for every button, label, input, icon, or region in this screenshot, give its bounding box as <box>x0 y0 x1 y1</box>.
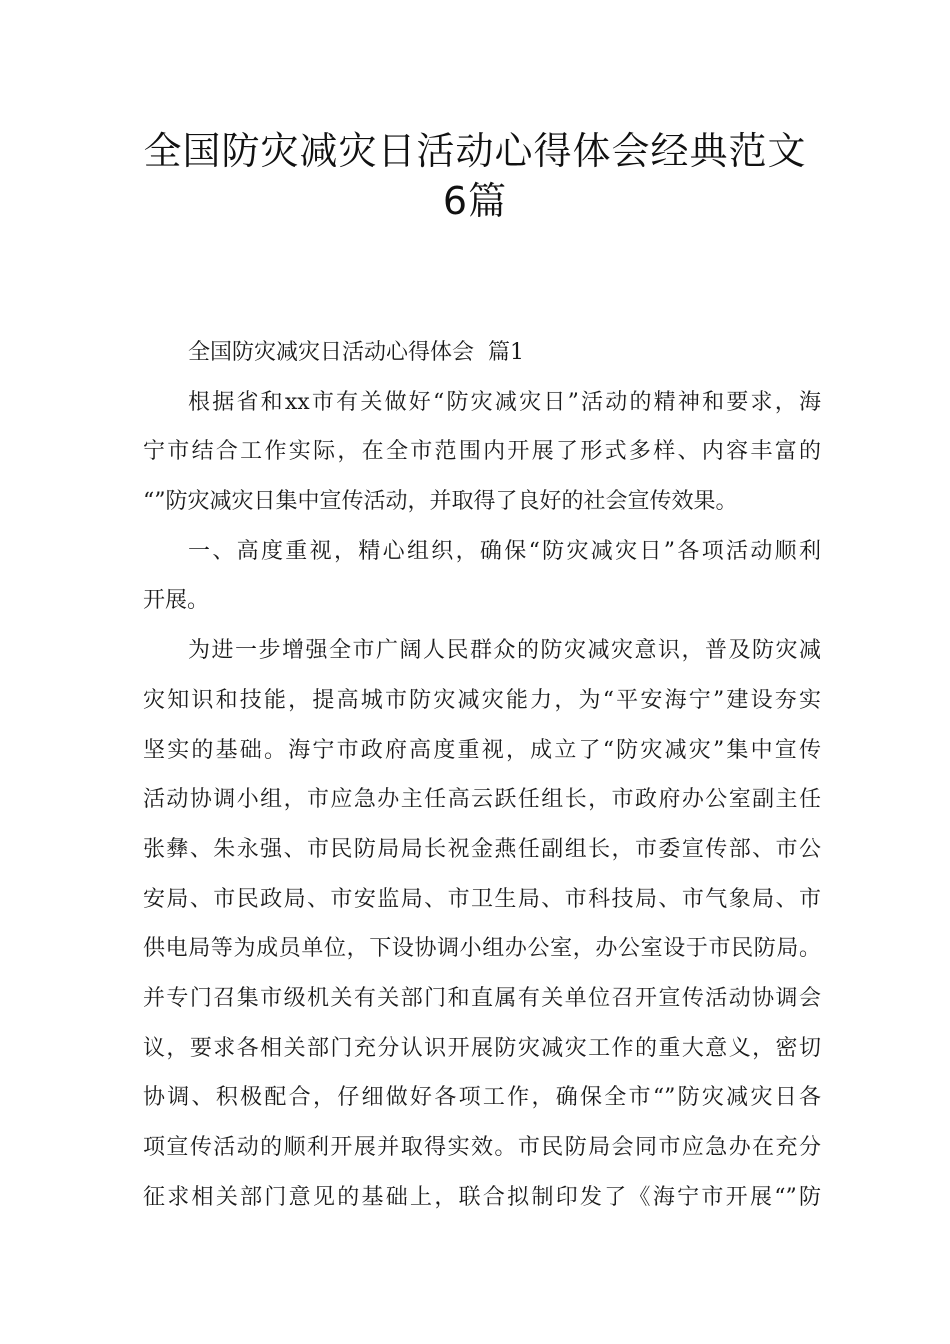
paragraph-line: 开展。 <box>143 588 210 614</box>
paragraph-line: 坚实的基础。海宁市政府高度重视，成立了“防灾减灾”集中宣传 <box>143 737 821 763</box>
paragraph-line: 张彝、朱永强、市民防局局长祝金燕任副组长，市委宣传部、市公 <box>143 836 821 862</box>
paragraph-line: 为进一步增强全市广阔人民群众的防灾减灾意识，普及防灾减 <box>188 638 821 664</box>
paragraph-line: 项宣传活动的顺利开展并取得实效。市民防局会同市应急办在充分 <box>143 1135 821 1160</box>
title-line-2: 6篇 <box>442 179 508 223</box>
paragraph-line: 宁市结合工作实际，在全市范围内开展了形式多样、内容丰富的 <box>143 439 821 465</box>
document-title <box>0 126 950 226</box>
paragraph-line: 一、高度重视，精心组织，确保“防灾减灾日”各项活动顺利 <box>188 538 821 564</box>
document-body <box>143 328 821 1222</box>
paragraph-line: 安局、市民政局、市安监局、市卫生局、市科技局、市气象局、市 <box>143 886 821 912</box>
paragraph-line: 协调、积极配合，仔细做好各项工作，确保全市“”防灾减灾日各 <box>143 1085 821 1111</box>
paragraph-line: 并专门召集市级机关有关部门和直属有关单位召开宣传活动协调会 <box>143 985 821 1011</box>
paragraph-line: 议，要求各相关部门充分认识开展防灾减灾工作的重大意义，密切 <box>143 1035 821 1061</box>
paragraph-line: 灾知识和技能，提高城市防灾减灾能力，为“平安海宁”建设夯实 <box>143 687 821 713</box>
paragraph-line: 供电局等为成员单位，下设协调小组办公室，办公室设于市民防局。 <box>143 936 821 962</box>
title-line-1: 全国防灾减灾日活动心得体会经典范文 <box>143 129 807 173</box>
paragraph-line: 根据省和xx市有关做好“防灾减灾日”活动的精神和要求，海 <box>188 389 821 415</box>
paragraph-line: 活动协调小组，市应急办主任高云跃任组长，市政府办公室副主任 <box>143 787 821 813</box>
section-heading: 全国防灾减灾日活动心得体会 篇1 <box>188 340 524 365</box>
paragraph-line: “”防灾减灾日集中宣传活动，并取得了良好的社会宣传效果。 <box>143 489 738 515</box>
paragraph-line: 征求相关部门意见的基础上，联合拟制印发了《海宁市开展“”防 <box>143 1184 821 1210</box>
